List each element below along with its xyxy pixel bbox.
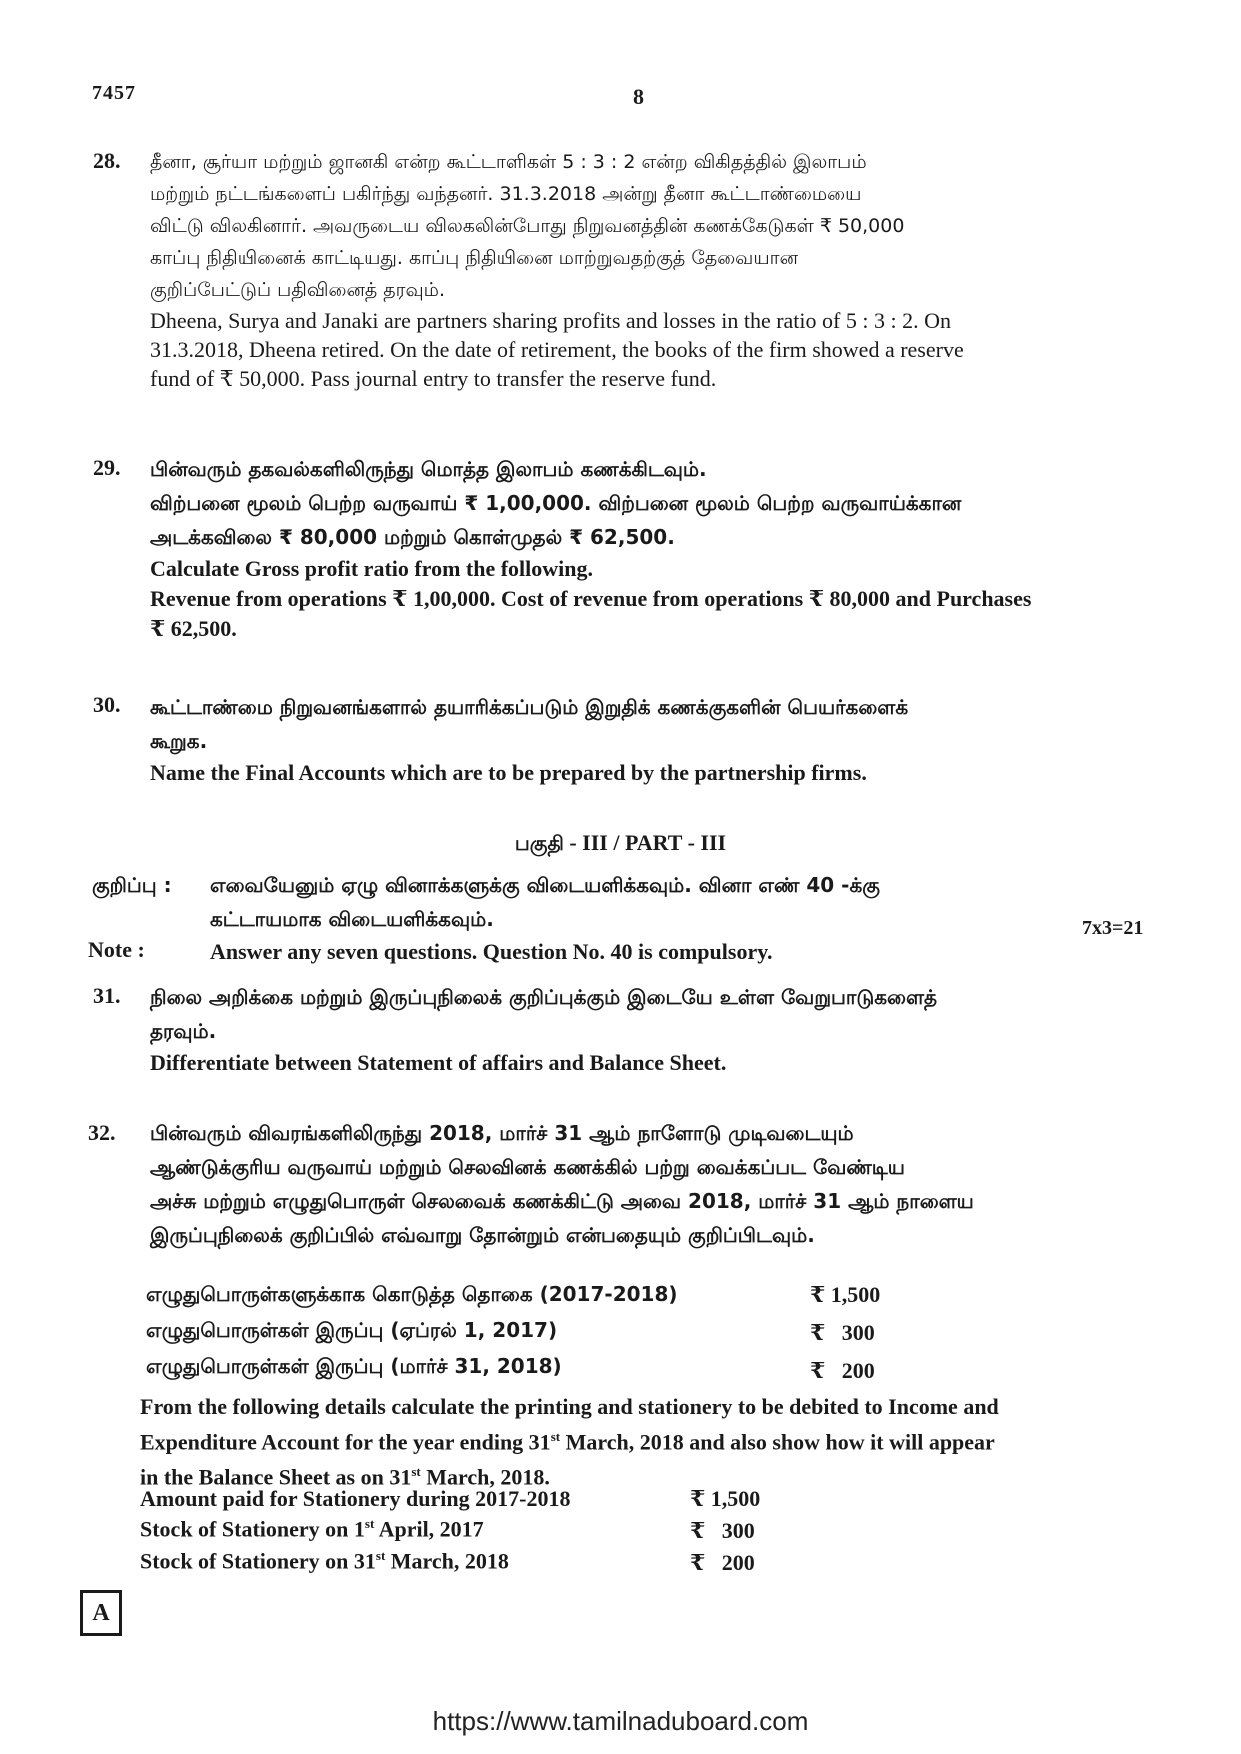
english-item-amount: ₹ 300 [690,1518,755,1543]
question-31 [150,980,1160,1078]
tamil-line: காப்பு நிதியினைக் காட்டியது. காப்பு நிதியினை மாற்றுவதற்குத் தேவையான [150,247,798,269]
tamil-item-amount: ₹ 1,500 [810,1282,881,1307]
question-29 [150,452,1160,644]
english-item-label [140,1486,570,1512]
tamil-line: பின்வரும் தகவல்களிலிருந்து மொத்த இலாபம் கணக்கிடவும். [150,457,707,481]
note-tamil-line: கட்டாயமாக விடையளிக்கவும். [210,907,494,931]
question-number: 29. [93,455,121,480]
note-english: Answer any seven questions. Question No. 40 is compulsory. [210,939,773,964]
tamil-line: நிலை அறிக்கை மற்றும் இருப்புநிலைக் குறிப்புக்கும் இடையே உள்ள வேறுபாடுகளைத் [150,985,938,1009]
page-number: 8 [633,84,644,109]
english-line: fund of ₹ 50,000. Pass journal entry to transfer the reserve fund. [150,366,717,391]
tamil-line: குறிப்பேட்டுப் பதிவினைத் தரவும். [150,279,445,301]
english-line: 31.3.2018, Dheena retired. On the date of retirement, the books of the firm showed a reserve [150,337,964,362]
text-span: March, 2018. [420,1464,550,1490]
english-item-label [140,1548,509,1574]
english-item-label [140,1516,484,1542]
question-number: 32. [88,1120,116,1145]
tamil-line: தரவும். [150,1019,217,1043]
tamil-item-label: எழுதுபொருள்கள் இருப்பு (மார்ச் 31, 2018) [146,1354,562,1378]
question-number: 28. [93,148,121,173]
english-line: ₹ 62,500. [150,616,237,641]
tamil-line: இருப்புநிலைக் குறிப்பில் எவ்வாறு தோன்றும் என்பதையும் குறிப்பிடவும். [150,1223,815,1247]
english-line: Name the Final Accounts which are to be prepared by the partnership firms. [150,760,867,785]
note-label-english: Note : [88,937,145,962]
part-title-tamil: பகுதி [514,831,564,855]
marks-allocation: 7x3=21 [1082,917,1144,939]
english-line: Dheena, Surya and Janaki are partners sharing profits and losses in the ratio of 5 : 3 : 2. On [150,308,951,333]
tamil-line: அடக்கவிலை ₹ 80,000 மற்றும் கொள்முதல் ₹ 62,500. [150,525,675,549]
tamil-line: ஆண்டுக்குரிய வருவாய் மற்றும் செலவினக் கணக்கில் பற்று வைக்கப்பட வேண்டிய [150,1155,905,1179]
note-tamil-line: எவையேனும் ஏழு வினாக்களுக்கு விடையளிக்கவும். வினா எண் 40 -க்கு [210,873,880,897]
tamil-line: மற்றும் நட்டங்களைப் பகிர்ந்து வந்தனர். 31.3.2018 அன்று தீனா கூட்டாண்மையை [150,183,862,205]
part-title [0,830,1241,858]
footer-url: https://www.tamilnaduboard.com [432,1706,809,1736]
part-title-english: - III / PART - III [563,830,727,855]
text-span: Amount paid for Stationery during 2017-2018 [140,1486,571,1511]
superscript: st [375,1548,386,1563]
tamil-line: கூட்டாண்மை நிறுவனங்களால் தயாரிக்கப்படும் இறுதிக் கணக்குகளின் பெயர்களைக் [150,695,909,719]
question-number: 31. [93,983,121,1008]
tamil-line: பின்வரும் விவரங்களிலிருந்து 2018, மார்ச் 31 ஆம் நாளோடு முடிவடையும் [150,1121,854,1145]
tamil-item-label: எழுதுபொருள்கள் இருப்பு (ஏப்ரல் 1, 2017) [146,1318,558,1342]
note-tamil [210,868,1170,936]
question-28 [150,146,1160,393]
text-span: Expenditure Account for the year ending 31 [140,1429,551,1455]
paper-code: 7457 [92,82,136,104]
english-item-amount: ₹ 200 [690,1550,755,1575]
question-number: 30. [93,692,121,717]
english-line: From the following details calculate the printing and stationery to be debited to Income and [140,1394,999,1419]
tamil-line: கூறுக. [150,729,208,753]
english-item-amount: ₹ 1,500 [690,1486,761,1511]
english-line [140,1422,1160,1457]
superscript: st [411,1464,421,1480]
tamil-line: விட்டு விலகினார். அவருடைய விலகலின்போது நிறுவனத்தின் கணக்கேடுகள் ₹ 50,000 [150,215,905,237]
note-label-tamil: குறிப்பு : [92,873,172,897]
text-span: in the Balance Sheet as on 31 [140,1464,412,1490]
english-line: Revenue from operations ₹ 1,00,000. Cost of revenue from operations ₹ 80,000 and Purchases [150,586,1032,611]
english-line: Differentiate between Statement of affairs and Balance Sheet. [150,1050,727,1075]
tamil-line: அச்சு மற்றும் எழுதுபொருள் செலவைக் கணக்கிட்டு அவை 2018, மார்ச் 31 ஆம் நாளைய [150,1189,974,1213]
question-30 [150,690,1160,788]
question-32-tamil [150,1116,1160,1252]
text-span: March, 2018 [385,1548,509,1574]
tamil-item-amount: ₹ 300 [810,1320,875,1345]
tamil-line: விற்பனை மூலம் பெற்ற வருவாய் ₹ 1,00,000. விற்பனை மூலம் பெற்ற வருவாய்க்கான [150,491,962,515]
text-span: April, 2017 [374,1516,484,1542]
tamil-item-label: எழுதுபொருள்களுக்காக கொடுத்த தொகை (2017-2018) [146,1282,678,1306]
booklet-version-box: A [80,1590,122,1636]
superscript: st [550,1429,561,1444]
superscript: st [364,1516,375,1531]
text-span: Stock of Stationery on 31 [140,1548,376,1574]
text-span: March, 2018 and also show how it will appear [560,1429,995,1455]
tamil-line: தீனா, சூர்யா மற்றும் ஜானகி என்ற கூட்டாளிகள் 5 : 3 : 2 என்ற விகிதத்தில் இலாபம் [150,151,867,173]
question-32-english [140,1392,1160,1493]
text-span: Stock of Stationery on 1 [140,1516,365,1542]
tamil-item-amount: ₹ 200 [810,1358,875,1383]
english-line: Calculate Gross profit ratio from the following. [150,556,594,581]
